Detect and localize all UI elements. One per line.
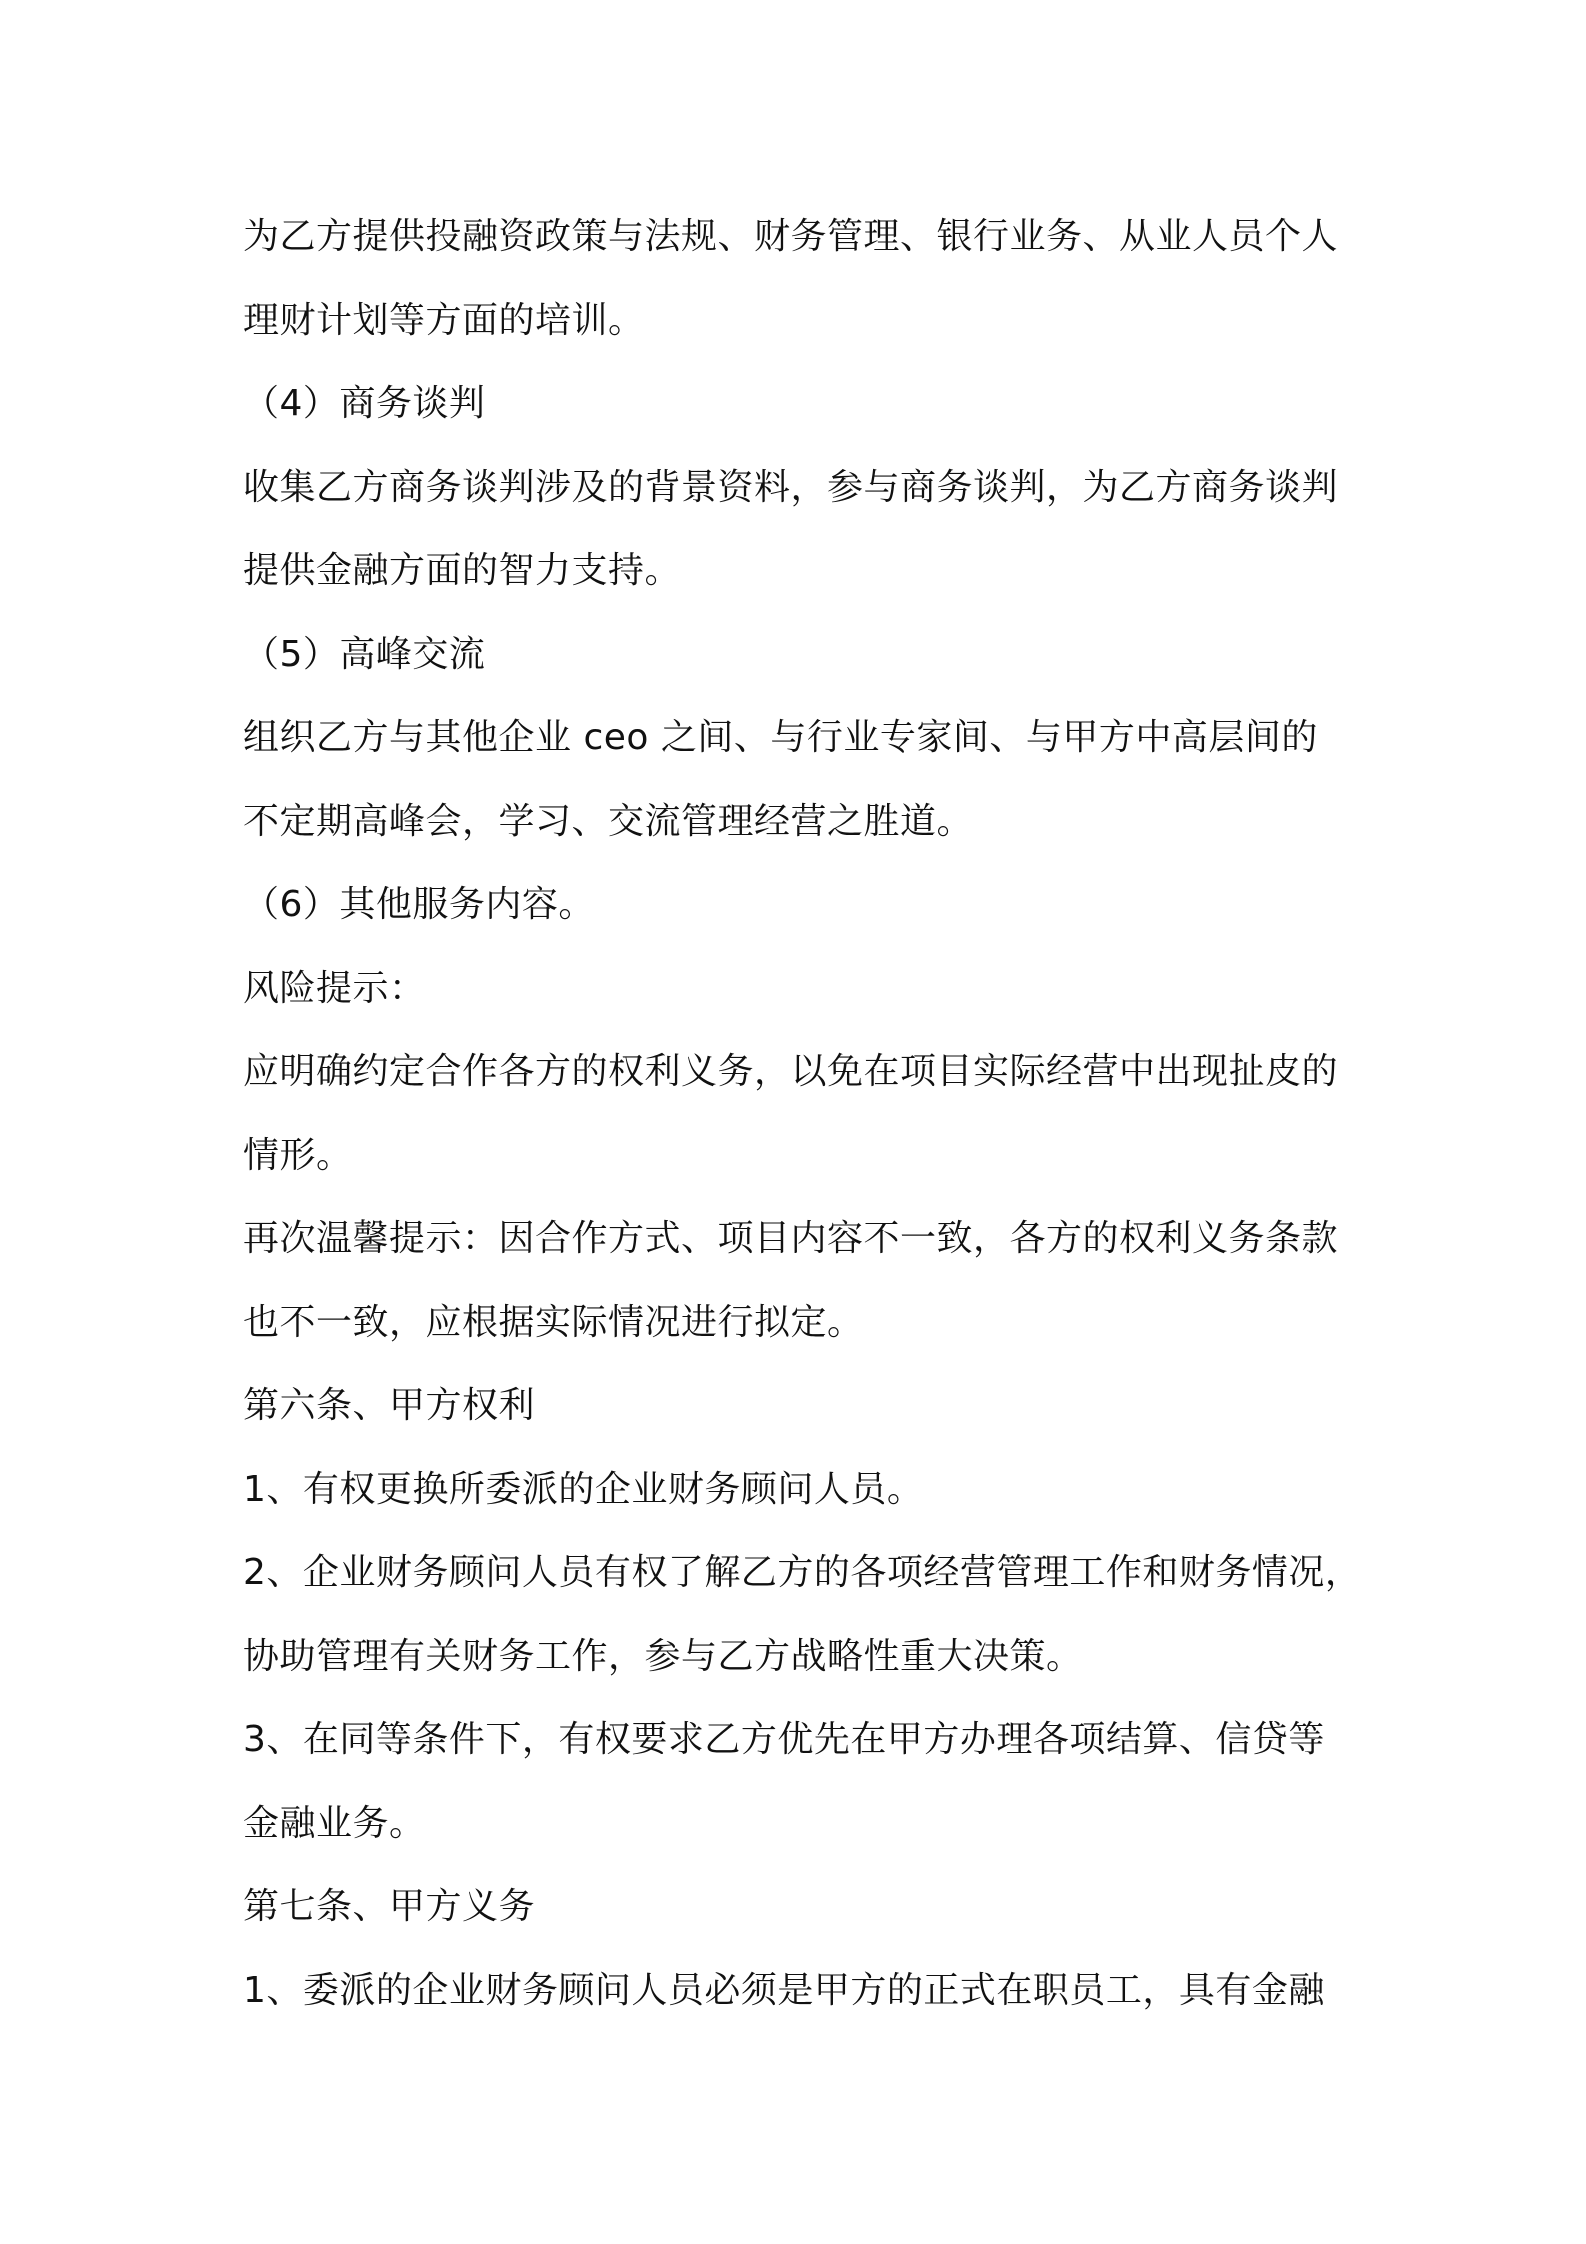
subsection-heading: （5）高峰交流 — [243, 633, 486, 675]
body-line: 情形。 — [243, 1134, 353, 1176]
article-heading: 第七条、甲方义务 — [243, 1886, 536, 1927]
body-line: 再次温馨提示：因合作方式、项目内容不一致，各方的权利义务条款 — [243, 1218, 1339, 1259]
article-heading: 第六条、甲方权利 — [243, 1385, 536, 1426]
body-line: 也不一致，应根据实际情况进行拟定。 — [243, 1301, 864, 1343]
body-line: 为乙方提供投融资政策与法规、财务管理、银行业务、从业人员个人 — [243, 216, 1339, 257]
body-line: 不定期高峰会，学习、交流管理经营之胜道。 — [243, 800, 974, 842]
clause-line: 3、在同等条件下，有权要求乙方优先在甲方办理各项结算、信贷等 — [243, 1719, 1325, 1760]
body-line: 金融业务。 — [243, 1802, 426, 1844]
subsection-heading: （4）商务谈判 — [243, 383, 486, 424]
document-body — [243, 195, 1363, 2032]
clause-line: 2、企业财务顾问人员有权了解乙方的各项经营管理工作和财务情况， — [243, 1552, 1362, 1593]
subsection-heading: （6）其他服务内容。 — [243, 884, 595, 925]
body-line: 应明确约定合作各方的权利义务，以免在项目实际经营中出现扯皮的 — [243, 1051, 1339, 1092]
body-line: 理财计划等方面的培训。 — [243, 299, 645, 341]
body-line: 收集乙方商务谈判涉及的背景资料，参与商务谈判，为乙方商务谈判 — [243, 466, 1339, 508]
body-line: 提供金融方面的智力支持。 — [243, 550, 682, 591]
body-line: 协助管理有关财务工作，参与乙方战略性重大决策。 — [243, 1635, 1083, 1677]
body-line: 组织乙方与其他企业 ceo 之间、与行业专家间、与甲方中高层间的 — [243, 717, 1318, 758]
clause-line: 1、委派的企业财务顾问人员必须是甲方的正式在职员工，具有金融 — [243, 1969, 1325, 2011]
risk-heading: 风险提示： — [243, 967, 426, 1009]
clause-line: 1、有权更换所委派的企业财务顾问人员。 — [243, 1468, 924, 1510]
